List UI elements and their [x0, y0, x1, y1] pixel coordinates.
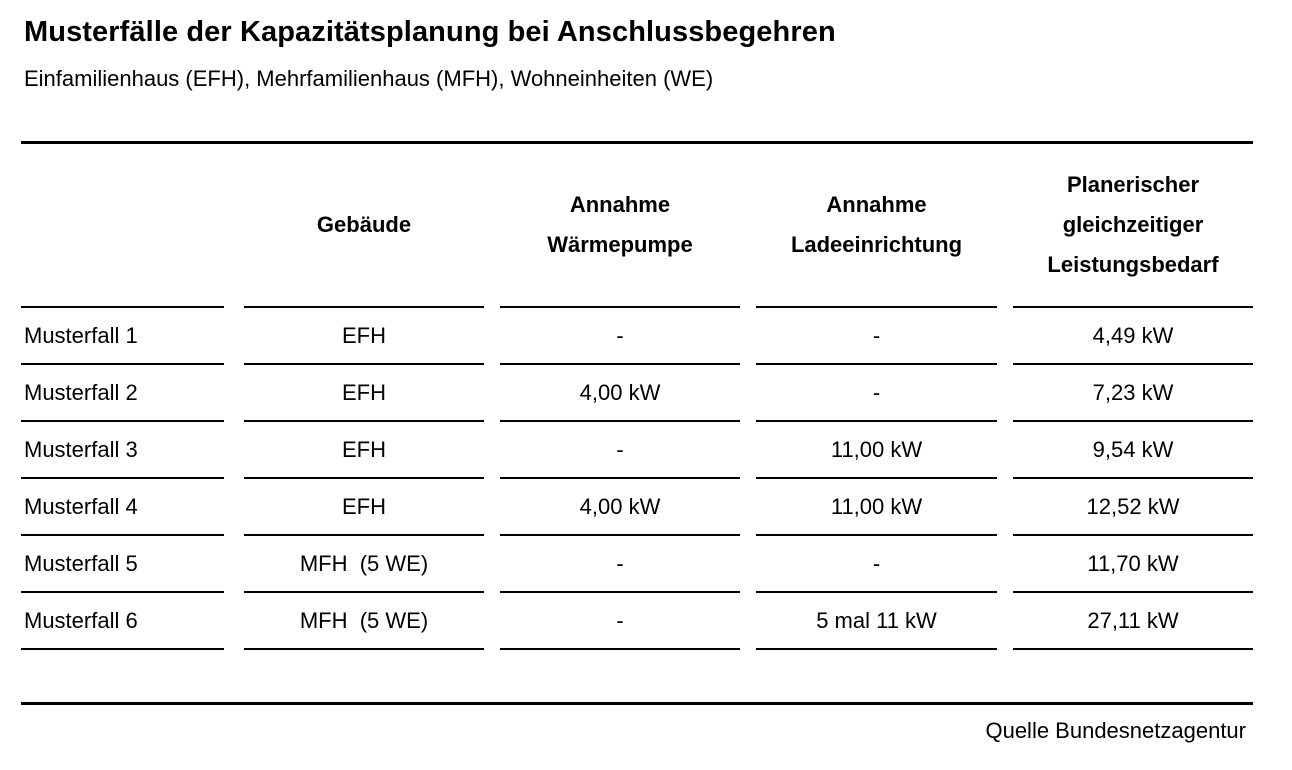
cell-waermepumpe: 4,00 kW [500, 365, 740, 422]
page-subtitle: Einfamilienhaus (EFH), Mehrfamilienhaus (MFH), Wohneinheiten (WE) [24, 66, 714, 91]
table-header-row [21, 144, 1253, 308]
cell-waermepumpe: - [500, 308, 740, 365]
header-cell-gebaeude: Gebäude [244, 144, 484, 308]
table-bottom-rule [21, 702, 1253, 705]
row-label: Musterfall 6 [21, 593, 224, 650]
cell-gebaeude: MFH (5 WE) [244, 536, 484, 593]
cell-leistungsbedarf: 7,23 kW [1013, 365, 1253, 422]
row-label: Musterfall 5 [21, 536, 224, 593]
cell-leistungsbedarf: 9,54 kW [1013, 422, 1253, 479]
header-cell-leistungsbedarf: Planerischer gleichzeitiger Leistungsbedarf [1013, 144, 1253, 308]
table-row [21, 536, 1253, 593]
cell-leistungsbedarf: 12,52 kW [1013, 479, 1253, 536]
table-row [21, 308, 1253, 365]
cell-waermepumpe: - [500, 536, 740, 593]
row-label: Musterfall 2 [21, 365, 224, 422]
cell-gebaeude: EFH [244, 479, 484, 536]
page-title: Musterfälle der Kapazitätsplanung bei Anschlussbegehren [24, 16, 836, 48]
cell-gebaeude: EFH [244, 422, 484, 479]
cell-ladeeinrichtung: 11,00 kW [756, 479, 997, 536]
cell-waermepumpe: 4,00 kW [500, 479, 740, 536]
cell-gebaeude: EFH [244, 365, 484, 422]
cell-leistungsbedarf: 11,70 kW [1013, 536, 1253, 593]
row-label: Musterfall 4 [21, 479, 224, 536]
capacity-table [21, 144, 1253, 650]
row-label: Musterfall 1 [21, 308, 224, 365]
table-row [21, 422, 1253, 479]
header-cell-ladeeinrichtung: Annahme Ladeeinrichtung [756, 144, 997, 308]
cell-ladeeinrichtung: 11,00 kW [756, 422, 997, 479]
cell-waermepumpe: - [500, 593, 740, 650]
cell-gebaeude: EFH [244, 308, 484, 365]
cell-leistungsbedarf: 4,49 kW [1013, 308, 1253, 365]
cell-ladeeinrichtung: - [756, 536, 997, 593]
cell-waermepumpe: - [500, 422, 740, 479]
header-cell-waermepumpe: Annahme Wärmepumpe [500, 144, 740, 308]
row-label: Musterfall 3 [21, 422, 224, 479]
table-row [21, 365, 1253, 422]
header-cell-empty [21, 144, 224, 308]
table-row [21, 593, 1253, 650]
source-note: Quelle Bundesnetzagentur [985, 718, 1246, 743]
cell-ladeeinrichtung: - [756, 365, 997, 422]
cell-ladeeinrichtung: - [756, 308, 997, 365]
cell-ladeeinrichtung: 5 mal 11 kW [756, 593, 997, 650]
cell-leistungsbedarf: 27,11 kW [1013, 593, 1253, 650]
table-row [21, 479, 1253, 536]
cell-gebaeude: MFH (5 WE) [244, 593, 484, 650]
